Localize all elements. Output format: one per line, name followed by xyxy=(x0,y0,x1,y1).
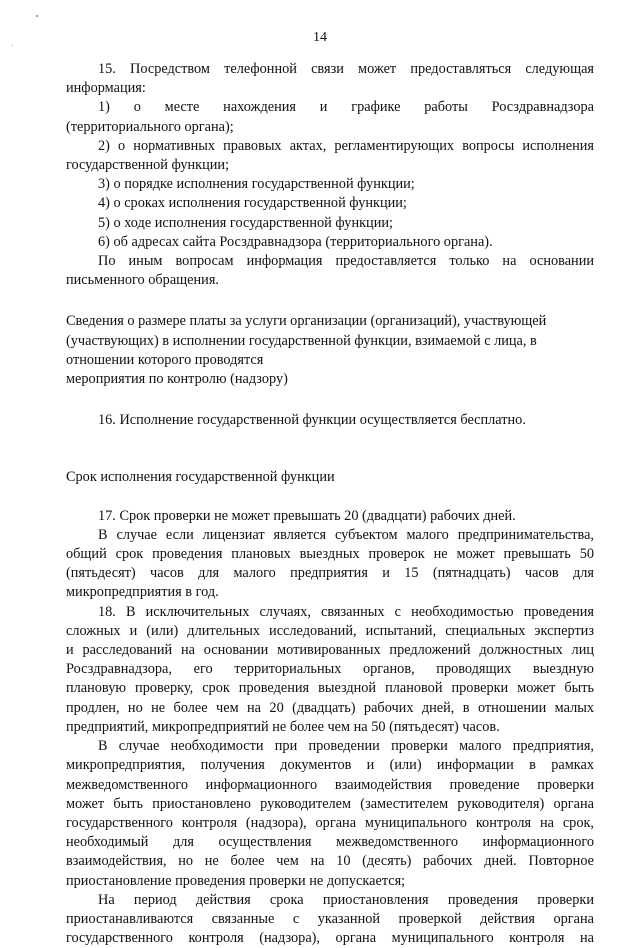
paragraph-17-line: 17. Срок проверки не может превышать 20 (двадцати) рабочих дней. xyxy=(98,507,516,524)
section-heading-fee: отношении которого проводятся xyxy=(66,351,264,368)
paragraph-suspension-line: необходимый для осуществления межведомственного информационного xyxy=(66,834,594,851)
list-item-1-line: 1) о месте нахождения и графике работы Росздравнадзора xyxy=(98,99,594,116)
paragraph-18-line: 18. В исключительных случаях, связанных с необходимостью проведения xyxy=(98,603,594,620)
paragraph-note-line: По иным вопросам информация предоставляется только на основании xyxy=(98,253,594,270)
paragraph-18-line: сложных и (или) длительных исследований, испытаний, специальных экспертиз xyxy=(66,622,594,639)
list-item-4: 4) о сроках исполнения государственной функции; xyxy=(98,195,407,212)
paragraph-17-line: В случае если лицензиат является субъектом малого предпринимательства, xyxy=(98,526,594,543)
section-heading-fee: мероприятия по контролю (надзору) xyxy=(66,371,288,388)
page-number: 14 xyxy=(313,30,327,45)
paragraph-17-line: общий срок проведения плановых выездных проверок не может превышать 50 xyxy=(66,546,594,563)
paragraph-period-line: На период действия срока приостановления проведения проверки xyxy=(98,891,594,908)
paragraph-18-line: Росздравнадзора, его территориальных органов, проводящих выездную xyxy=(66,661,594,678)
paragraph-suspension-line: государственного контроля (надзора), органа муниципального контроля на срок, xyxy=(66,814,594,831)
list-item-2-line: 2) о нормативных правовых актах, регламентирующих вопросы исполнения xyxy=(98,137,594,154)
paragraph-18-line: предприятий, микропредприятий не более чем на 50 (пятьдесят) часов. xyxy=(66,718,500,735)
paragraph-18-line: продлен, но не более чем на 20 (двадцать) рабочих дней, в отношении малых xyxy=(66,699,594,716)
paragraph-16: 16. Исполнение государственной функции осуществляется бесплатно. xyxy=(98,412,526,429)
list-item-1-line: (территориального органа); xyxy=(66,118,234,135)
scan-speck xyxy=(36,15,38,17)
paragraph-18-line: плановую проверку, срок проведения выездной плановой проверки может быть xyxy=(66,680,594,697)
section-heading-term: Срок исполнения государственной функции xyxy=(66,469,335,486)
paragraph-suspension-line: может быть приостановлено руководителем (заместителем руководителя) органа xyxy=(66,795,594,812)
paragraph-suspension-line: В случае необходимости при проведении проверки малого предприятия, xyxy=(98,738,594,755)
paragraph-note-line: письменного обращения. xyxy=(66,272,219,289)
paragraph-suspension-line: микропредприятия, получения документов и (или) информации в рамках xyxy=(66,757,594,774)
paragraph-period-line: государственного контроля (надзора), органа муниципального контроля на xyxy=(66,930,594,947)
paragraph-suspension-line: взаимодействия, но не более чем на 10 (десять) рабочих дней. Повторное xyxy=(66,853,594,870)
list-item-6: 6) об адресах сайта Росздравнадзора (территориального органа). xyxy=(98,233,493,250)
paragraph-18-line: и расследований на основании мотивированных предложений должностных лиц xyxy=(66,642,594,659)
section-heading-fee: Сведения о размере платы за услуги организации (организаций), участвующей xyxy=(66,313,547,330)
paragraph-17-line: микропредприятия в год. xyxy=(66,584,219,601)
document-body xyxy=(66,60,594,948)
section-heading-fee: (участвующих) в исполнении государственной функции, взимаемой с лица, в xyxy=(66,332,537,349)
list-item-3: 3) о порядке исполнения государственной функции; xyxy=(98,176,415,193)
list-item-5: 5) о ходе исполнения государственной функции; xyxy=(98,214,393,231)
paragraph-15-line: 15. Посредством телефонной связи может предоставляться следующая xyxy=(98,61,594,77)
list-item-2-line: государственной функции; xyxy=(66,157,230,174)
paragraph-suspension-line: межведомственного информационного взаимодействия проведение проверки xyxy=(66,776,594,793)
paragraph-15-line: информация: xyxy=(66,80,146,97)
paragraph-17-line: (пятьдесят) часов для малого предприятия и 15 (пятнадцать) часов для xyxy=(66,565,594,582)
paragraph-period-line: приостанавливаются связанные с указанной проверкой действия органа xyxy=(66,910,594,927)
paragraph-suspension-line: приостановление проведения проверки не допускается; xyxy=(66,872,406,889)
